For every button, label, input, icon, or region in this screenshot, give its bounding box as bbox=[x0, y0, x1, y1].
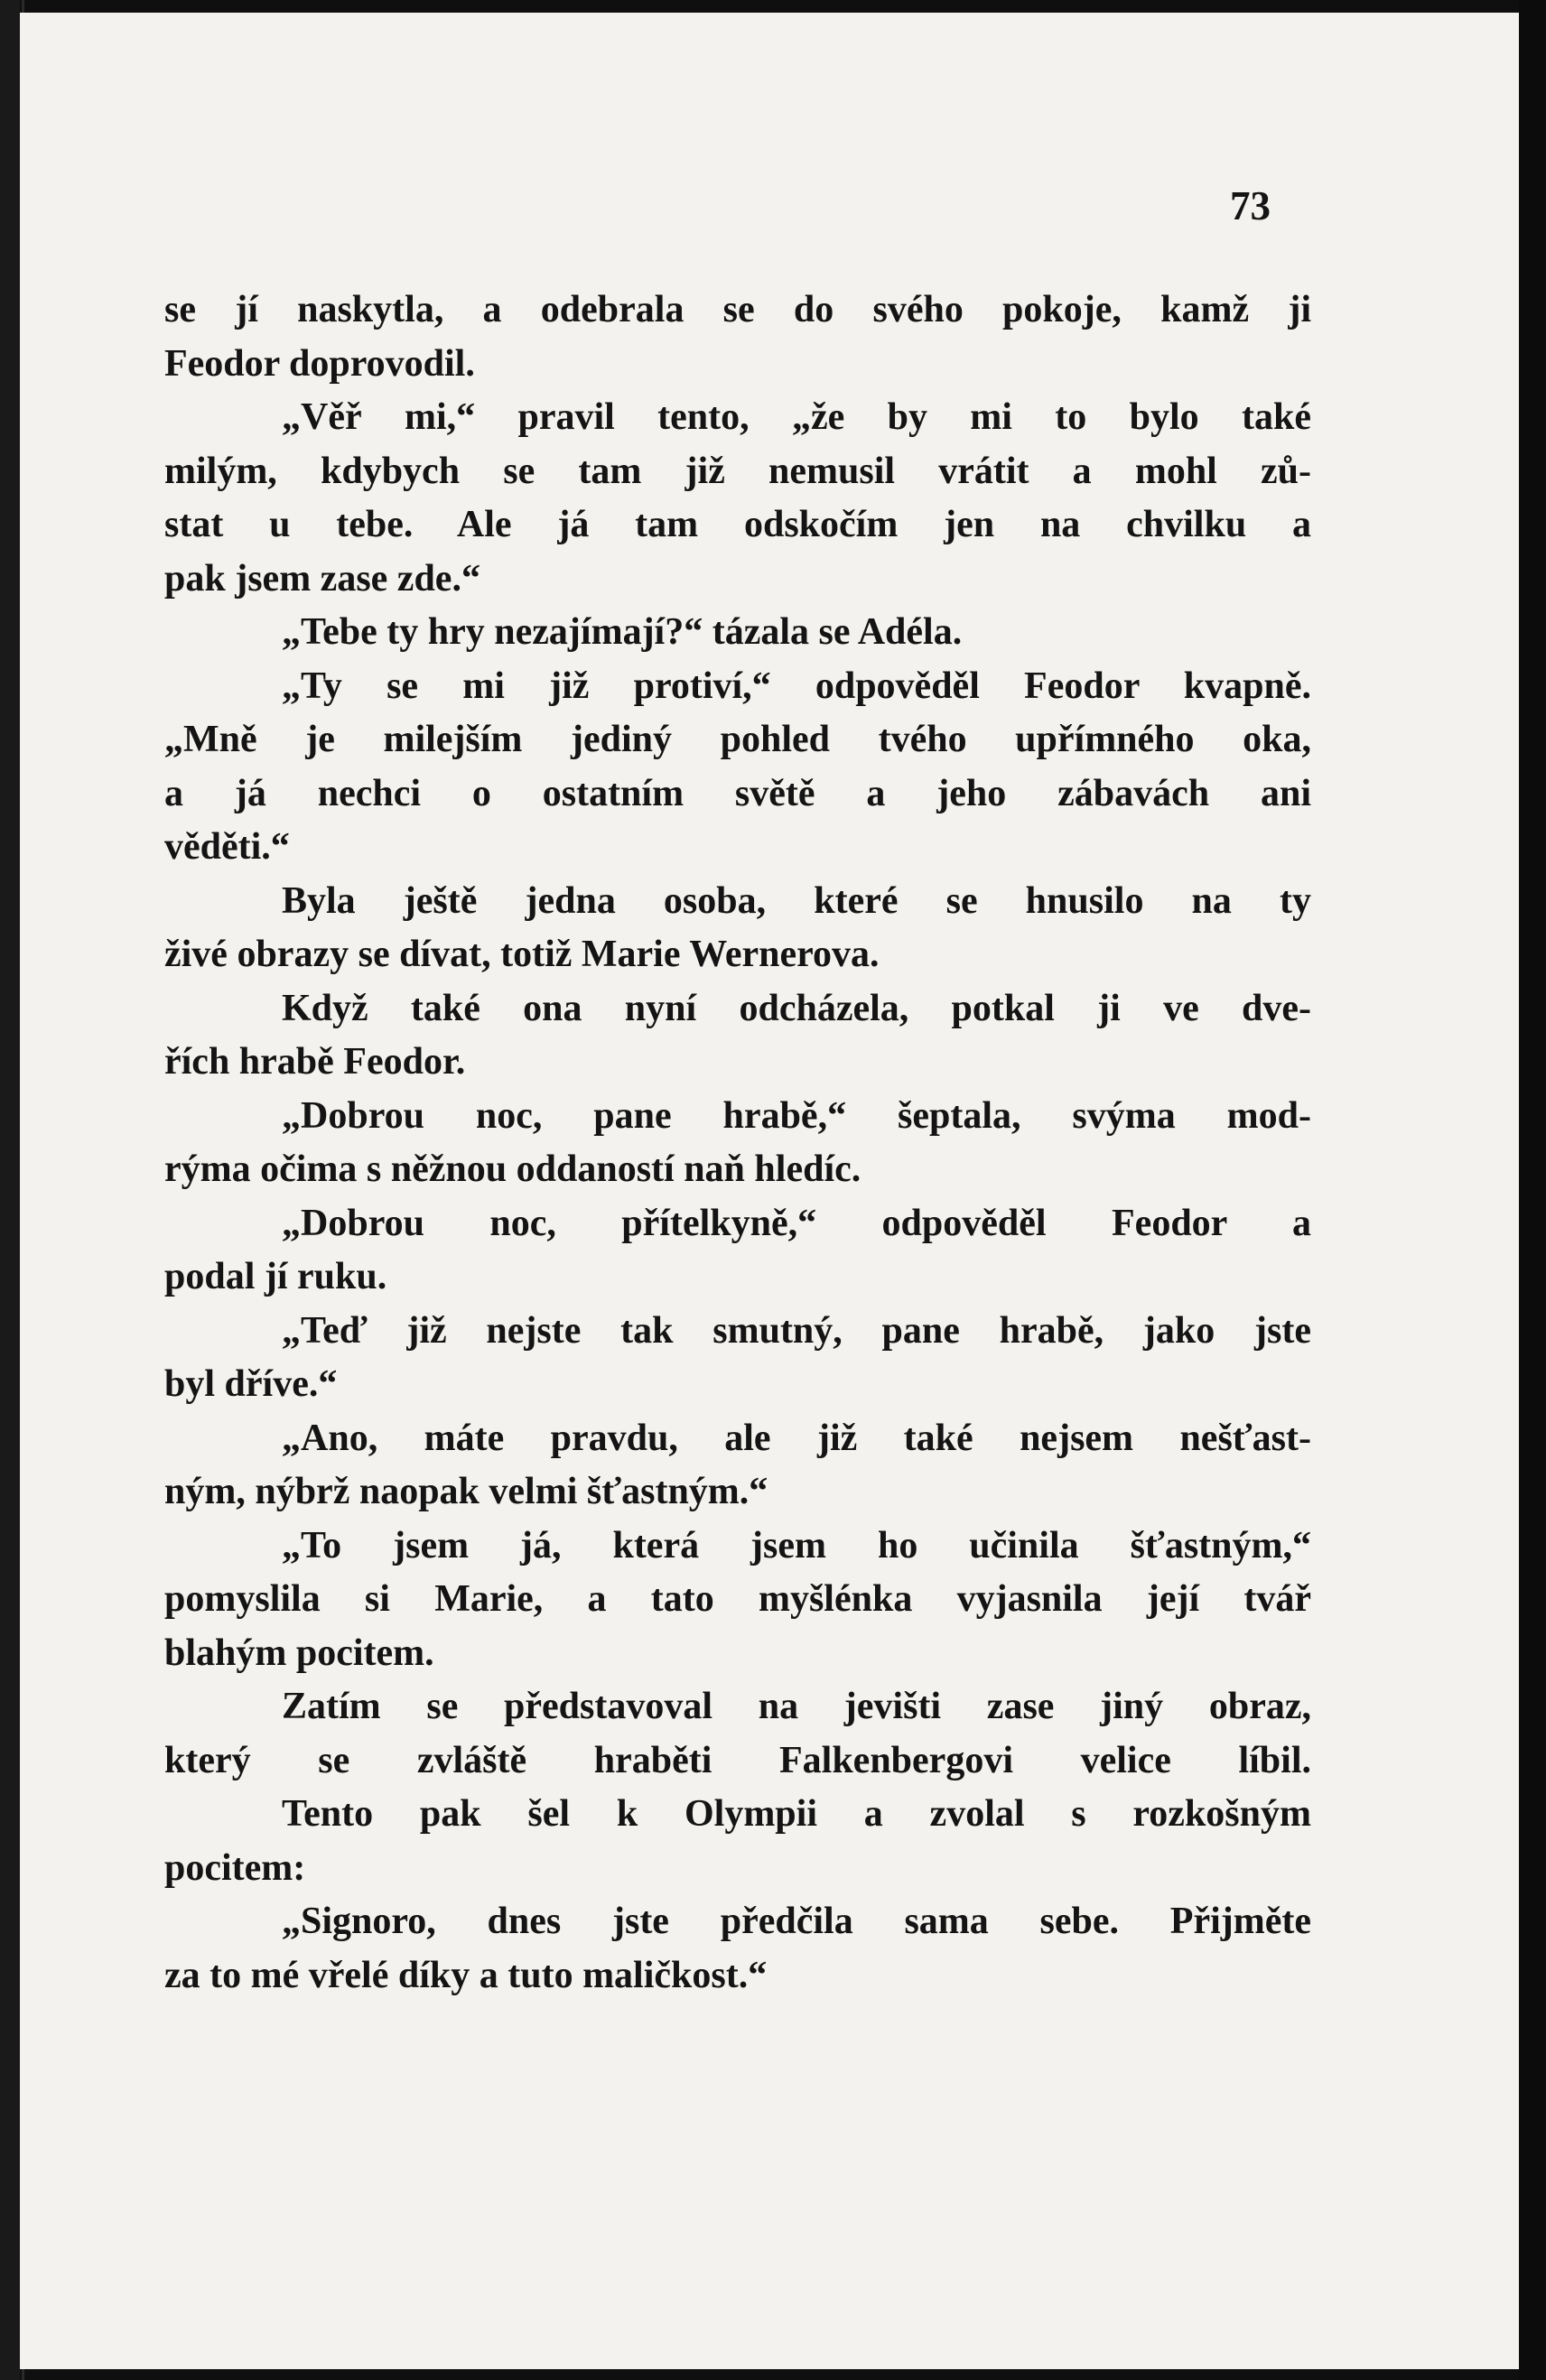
text-line: rýma očima s něžnou oddaností naň hledíc. bbox=[164, 1148, 861, 1190]
book-page bbox=[20, 13, 1519, 2369]
book-spine bbox=[0, 0, 20, 2380]
text-line: podal jí ruku. bbox=[164, 1256, 387, 1297]
text-line: „Mně je milejším jediný pohled tvého upřímného oka, bbox=[164, 719, 1311, 760]
text-line: „Signoro, dnes jste předčila sama sebe. Přijměte bbox=[282, 1901, 1311, 1942]
text-line: Byla ještě jedna osoba, které se hnusilo na ty bbox=[282, 879, 1311, 922]
text-line: „Tebe ty hry nezajímají?“ tázala se Adéla. bbox=[282, 611, 963, 653]
text-line: ným, nýbrž naopak velmi šťastným.“ bbox=[164, 1471, 768, 1512]
text-line: „Ano, máte pravdu, ale již také nejsem nešťast- bbox=[282, 1417, 1311, 1459]
text-line: Zatím se představoval na jevišti zase jiný obraz, bbox=[282, 1686, 1311, 1727]
text-line: řích hrabě Feodor. bbox=[164, 1041, 466, 1083]
text-line: Tento pak šel k Olympii a zvolal s rozkošným bbox=[282, 1793, 1311, 1835]
text-line: byl dříve.“ bbox=[164, 1363, 338, 1405]
text-line: pocitem: bbox=[164, 1846, 306, 1889]
text-line: se jí naskytla, a odebrala se do svého pokoje, kamž ji bbox=[164, 289, 1311, 330]
body-text bbox=[164, 284, 1311, 2003]
text-line: stat u tebe. Ale já tam odskočím jen na chvilku a bbox=[164, 504, 1311, 545]
text-line: „Ty se mi již protiví,“ odpověděl Feodor kvapně. bbox=[282, 665, 1311, 707]
text-line: „Teď již nejste tak smutný, pane hrabě, jako jste bbox=[282, 1309, 1311, 1352]
page-number: 73 bbox=[1230, 183, 1271, 228]
text-line: „Dobrou noc, pane hrabě,“ šeptala, svýma mod- bbox=[282, 1094, 1311, 1137]
text-line: blahým pocitem. bbox=[164, 1632, 434, 1674]
page-right-edge bbox=[1519, 0, 1546, 2380]
text-line: Feodor doprovodil. bbox=[164, 342, 475, 385]
text-line: za to mé vřelé díky a tuto maličkost.“ bbox=[164, 1954, 768, 1996]
text-line: milým, kdybych se tam již nemusil vrátit a mohl zů- bbox=[164, 450, 1311, 492]
text-line: Když také ona nyní odcházela, potkal ji ve dve- bbox=[282, 987, 1311, 1029]
text-line: pomyslila si Marie, a tato myšlénka vyjasnila její tvář bbox=[164, 1578, 1311, 1620]
text-line: „Věř mi,“ pravil tento, „že by mi to bylo také bbox=[282, 396, 1311, 438]
text-line: „Dobrou noc, přítelkyně,“ odpověděl Feodor a bbox=[282, 1202, 1311, 1244]
text-line: a já nechci o ostatním světě a jeho zábavách ani bbox=[164, 772, 1311, 814]
text-line: věděti.“ bbox=[164, 826, 290, 868]
text-line: živé obrazy se dívat, totiž Marie Wernerova. bbox=[164, 934, 880, 975]
text-line: který se zvláště hraběti Falkenbergovi velice líbil. bbox=[164, 1739, 1311, 1781]
text-line: pak jsem zase zde.“ bbox=[164, 557, 480, 600]
text-line: „To jsem já, která jsem ho učinila šťastným,“ bbox=[282, 1524, 1311, 1567]
